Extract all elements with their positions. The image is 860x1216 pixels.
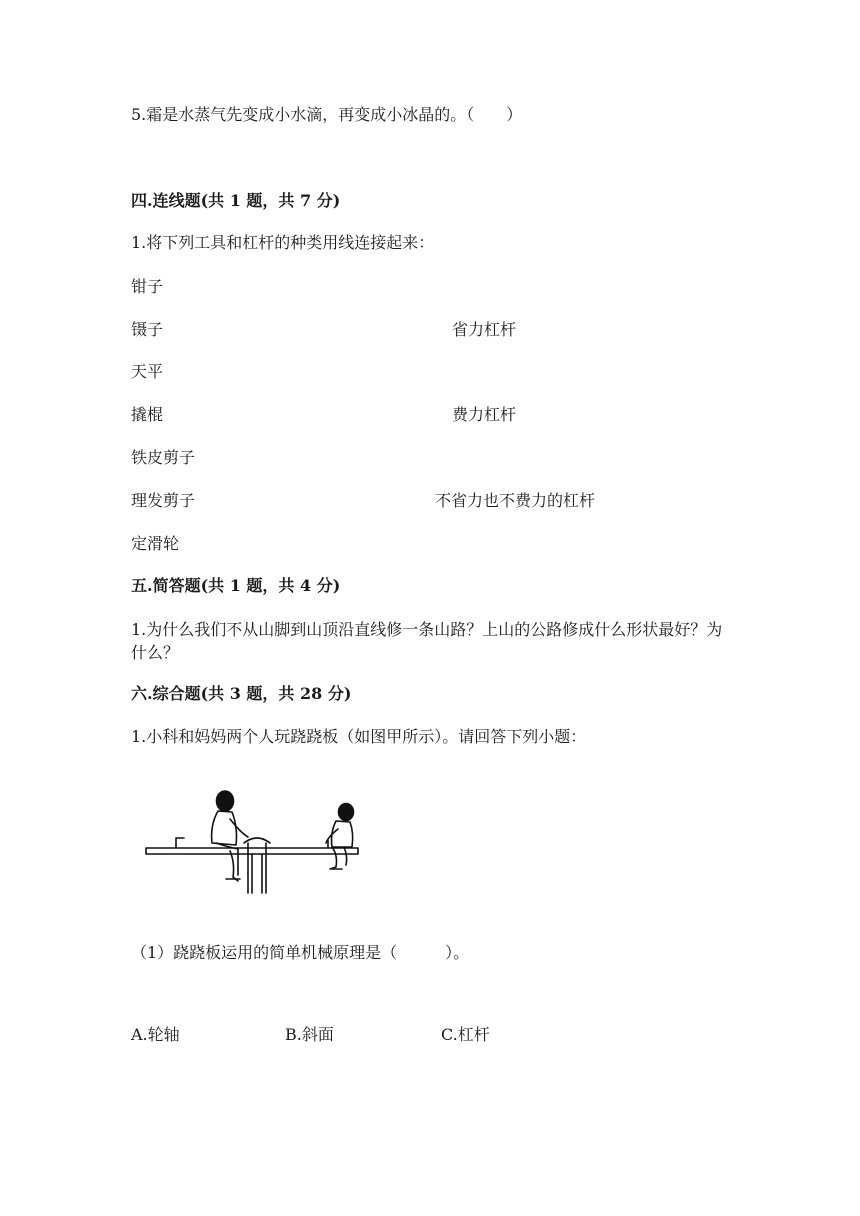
lever-type-item: 省力杠杆 xyxy=(452,320,517,339)
tool-item: 铁皮剪子 xyxy=(131,448,196,467)
question-5: 5.霜是水蒸气先变成小水滴，再变成小冰晶的。（ ） xyxy=(131,105,523,124)
lever-type-item: 费力杠杆 xyxy=(452,405,517,424)
section-6-heading: 六.综合题(共 3 题，共 28 分) xyxy=(131,684,352,703)
section-6-subquestion-1: （1）跷跷板运用的简单机械原理是（ ）。 xyxy=(131,943,470,962)
tool-item: 镊子 xyxy=(131,320,164,339)
section-5-question-1: 1.为什么我们不从山脚到山顶沿直线修一条山路？上山的公路修成什么形状最好？为什么？ xyxy=(131,620,723,662)
section-6-question-1: 1.小科和妈妈两个人玩跷跷板（如图甲所示）。请回答下列小题： xyxy=(131,727,587,746)
tool-item: 钳子 xyxy=(131,277,164,296)
option-a: A.轮轴 xyxy=(131,1025,180,1044)
option-c: C.杠杆 xyxy=(441,1025,490,1044)
seesaw-illustration xyxy=(140,785,370,895)
section-5-heading: 五.简答题(共 1 题，共 4 分) xyxy=(131,576,341,595)
lever-type-item: 不省力也不费力的杠杆 xyxy=(435,491,596,510)
tool-item: 定滑轮 xyxy=(131,534,180,553)
section-4-question-1: 1.将下列工具和杠杆的种类用线连接起来： xyxy=(131,233,435,252)
tool-item: 理发剪子 xyxy=(131,491,196,510)
tool-item: 天平 xyxy=(131,362,164,381)
section-4-heading: 四.连线题(共 1 题，共 7 分) xyxy=(131,191,341,210)
tool-item: 撬棍 xyxy=(131,405,164,424)
option-b: B.斜面 xyxy=(285,1025,334,1044)
